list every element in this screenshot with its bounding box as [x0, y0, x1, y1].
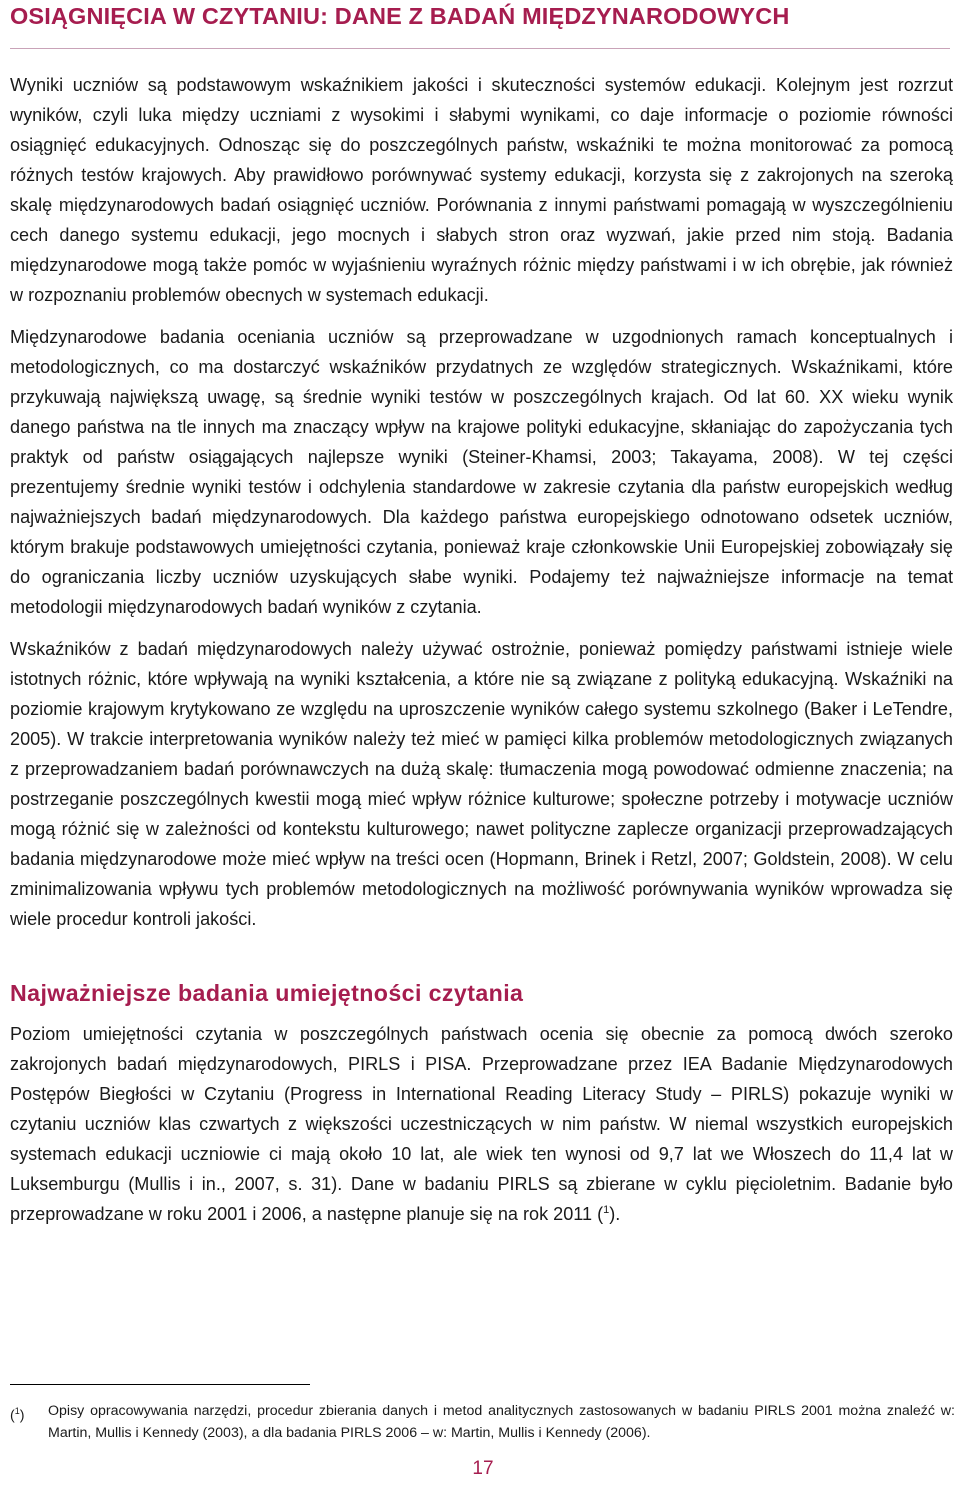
- paragraph-international-studies: Międzynarodowe badania oceniania uczniów są przeprowadzane w uzgodnionych ramach konceptualnych i metodologicznych, co ma dostarczyć wskaźników przydatnych ze względów strategicznych. Wskaźnikami, które przykuwają największą uwagę, są średnie wyniki testów w poszczególnych krajach. Od lat 60. XX wieku wynik danego państwa na tle innych ma znaczący wpływ na krajowe polityki edukacyjne, skłaniając do zapożyczania tych praktyk od państw osiągających najlepsze wyniki (Steiner-Khamsi, 2003; Takayama, 2008). W tej części prezentujemy średnie wyniki testów i odchylenia standardowe w zakresie czytania dla państw europejskich według najważniejszych badań międzynarodowych. Dla każdego państwa europejskiego odnotowano odsetek uczniów, którym brakuje podstawowych umiejętności czytania, ponieważ kraje członkowskie Unii Europejskiej zobowiązały się do ograniczania liczby uczniów uzyskujących słabe wyniki. Podajemy też najważniejsze informacje na temat metodologii międzynarodowych badań wyników z czytania.: [10, 327, 953, 617]
- footnote-marker-close: ): [19, 1407, 25, 1424]
- footnote-marker-number: 1: [14, 1406, 20, 1416]
- main-content: [10, 70, 953, 1241]
- paragraph-caution: Wskaźników z badań międzynarodowych należy używać ostrożnie, ponieważ pomiędzy państwami istnieje wiele istotnych różnic, które wpływają na wyniki kształcenia, a które nie są związane z polityką edukacyjną. Wskaźniki na poziomie krajowym krytykowano ze względu na uproszczenie wyników całego systemu szkolnego (Baker i LeTendre, 2005). W trakcie interpretowania wyników należy też mieć w pamięci kilka problemów metodologicznych związanych z przeprowadzaniem badań porównawczych na dużą skalę: tłumaczenia mogą powodować odmienne znaczenia; na postrzeganie poszczególnych kwestii mogą mieć wpływ różnice kulturowe; społeczne potrzeby i motywacje uczniów mogą różnić się w zależności od kontekstu kulturowego; nawet polityczne zaplecze organizacji przeprowadzających badania międzynarodowe może mieć wpływ na treści ocen (Hopmann, Brinek i Retzl, 2007; Goldstein, 2008). W celu zminimalizowania wpływu tych problemów metodologicznych na możliwość porównywania wyników wprowadza się wiele procedur kontroli jakości.: [10, 639, 953, 929]
- paragraph-reading-studies: [10, 1019, 953, 1229]
- paragraph-intro: Wyniki uczniów są podstawowym wskaźnikiem jakości i skuteczności systemów edukacji. Kolejnym jest rozrzut wyników, czyli luka między uczniami z wysokimi i słabymi wynikami, co daje informacje o poziomie równości osiągnięć edukacyjnych. Odnosząc się do poszczególnych państw, wskaźniki te można monitorować za pomocą różnych testów krajowych. Aby prawidłowo porównywać systemy edukacji, korzysta się z zakrojonych na szeroką skalę międzynarodowych badań osiągnięć uczniów. Porównania z innymi państwami pomagają w wyszczególnieniu cech danego systemu edukacji, jego mocnych i słabych stron oraz wyzwań, jakie przed nim stoją. Badania międzynarodowe mogą także pomóc w wyjaśnieniu wyraźnych różnic między państwami i w ich obrębie, jak również w rozpoznaniu problemów obecnych w systemach edukacji.: [10, 75, 953, 305]
- chapter-title: OSIĄGNIĘCIA W CZYTANIU: DANE Z BADAŃ MIĘDZYNARODOWYCH: [10, 3, 790, 29]
- footnote-marker-open: (: [10, 1407, 15, 1424]
- paragraph-reading-studies-end: ).: [609, 1204, 621, 1224]
- section-heading: Najważniejsze badania umiejętności czytania: [10, 980, 524, 1006]
- footnote-reference[interactable]: 1: [603, 1203, 610, 1216]
- footnote-separator: [10, 1384, 310, 1385]
- paragraph-reading-studies-text: Poziom umiejętności czytania w poszczególnych państwach ocenia się obecnie za pomocą dwóch szeroko zakrojonych badań międzynarodowych, PIRLS i PISA. Przeprowadzane przez IEA Badanie Międzynarodowych Postępów Biegłości w Czytaniu (Progress in International Reading Literacy Study – PIRLS) pokazuje wyniki w czytaniu uczniów klas czwartych z większości uczestniczących w nim państw. W niemal wszystkich europejskich systemach edukacji uczniowie ci mają około 10 lat, ale wiek ten wynosi od 9,7 lat we Włoszech do 11,4 lat w Luksemburgu (Mullis i in., 2007, s. 31). Dane w badaniu PIRLS są zbierane w cyklu pięcioletnim. Badanie było przeprowadzane w roku 2001 i 2006, a następne planuje się na rok 2011 (: [10, 1024, 953, 1224]
- footnote-text: Opisy opracowywania narzędzi, procedur zbierania danych i metod analitycznych zastosowanych w badaniu PIRLS 2001 można znaleźć w: Martin, Mullis i Kennedy (2003), a dla badania PIRLS 2006 – w: Martin, Mullis i Kennedy (2006).: [48, 1403, 955, 1441]
- footnote: [10, 1400, 955, 1444]
- footnote-marker: [10, 1400, 46, 1427]
- page-number: 17: [472, 1458, 494, 1479]
- chapter-header: [10, 0, 950, 49]
